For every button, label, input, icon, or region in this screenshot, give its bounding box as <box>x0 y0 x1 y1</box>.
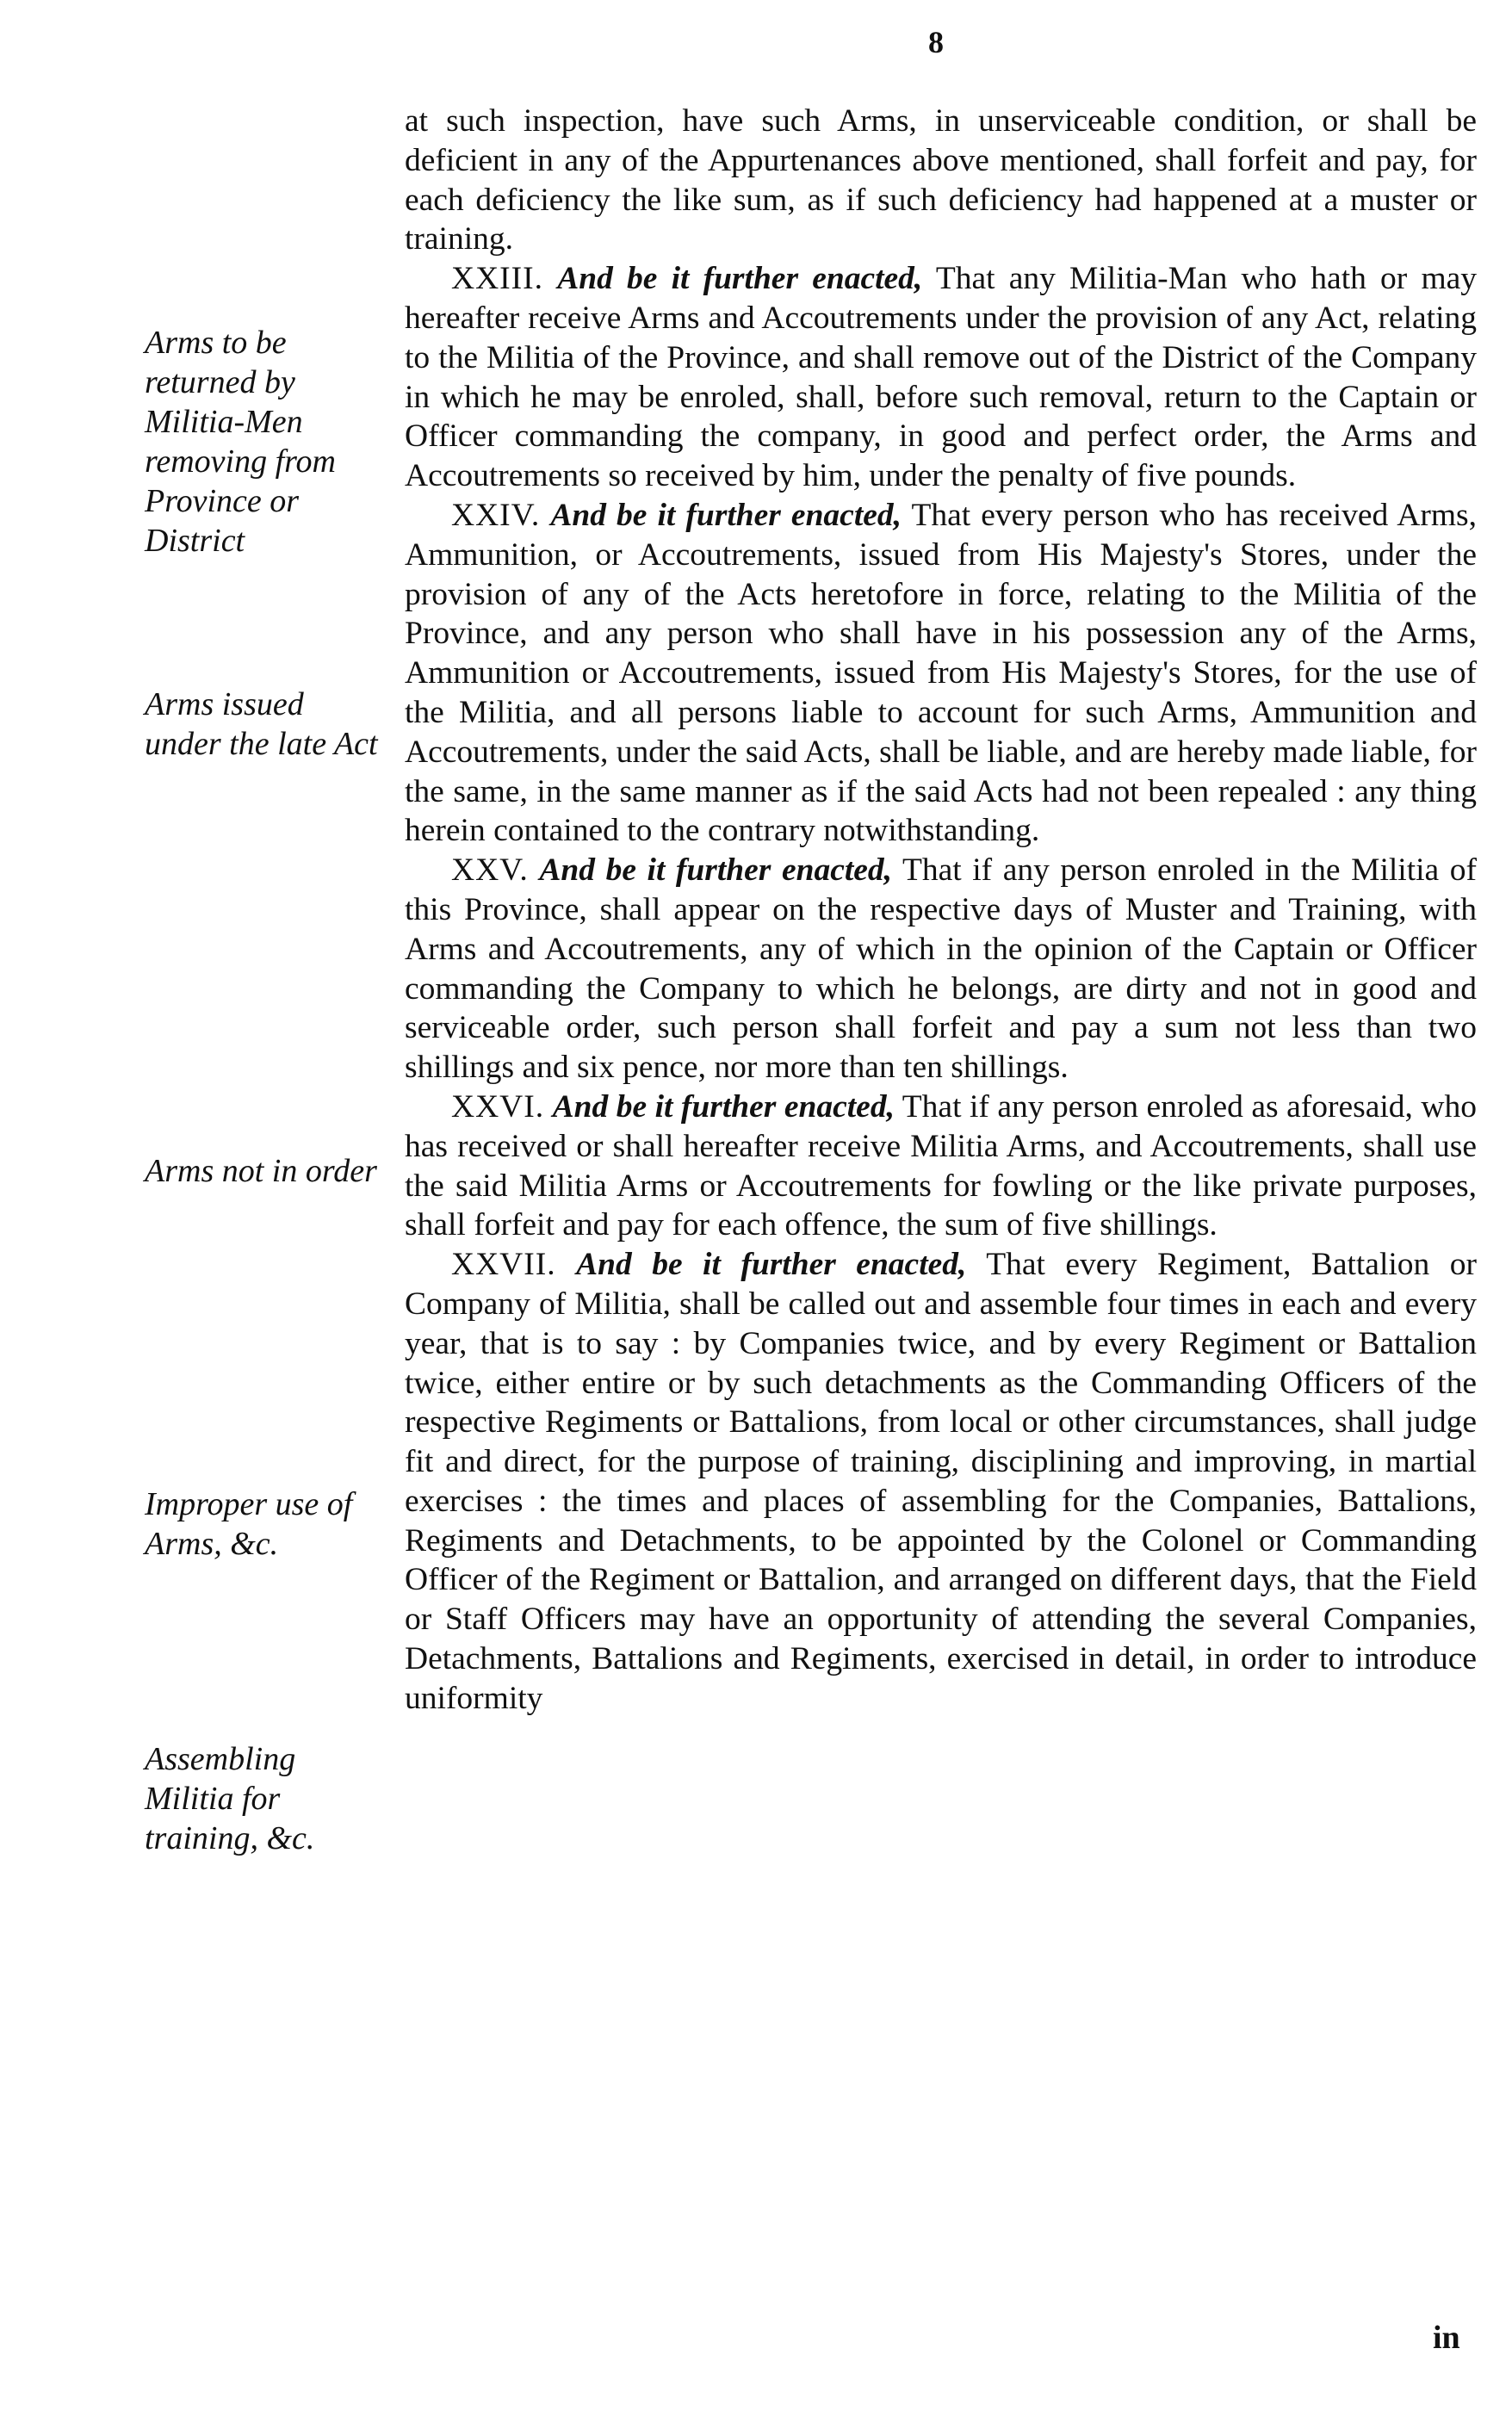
section-xxvi <box>405 1088 1477 1245</box>
catchword: in <box>1433 2320 1460 2356</box>
marginal-note-improper-use: Improper use of Arms, &c. <box>145 1486 353 1562</box>
section-number: XXIV. <box>451 497 541 533</box>
page-number: 8 <box>928 25 944 59</box>
section-xxvii <box>405 1245 1477 1719</box>
section-text: That if any person enroled as aforesaid, who has received or shall hereafter receive Militia Arms, and Accoutrements, shall use the said Militia Arms or Accoutrements for fowling or the like private purposes, shall forfeit and pay for each offence, the sum of five shillings. <box>405 1088 1477 1243</box>
enacting-words: And be it further enacted, <box>557 261 923 297</box>
section-xxiii <box>405 259 1477 496</box>
marginal-note-arms-not-in-order: Arms not in order <box>145 1153 377 1189</box>
main-text <box>405 102 1477 1719</box>
marginal-note-assembling-militia: Assembling Militia for training, &c. <box>145 1741 315 1856</box>
enacting-words: And be it further enacted, <box>576 1247 967 1283</box>
section-number: XXVI. <box>451 1088 545 1125</box>
section-text: That if any person enroled in the Militia of this Province, shall appear on the respective days of Muster and Training, with Arms and Accoutrements, any of which in the opinion of the Captain or Officer commanding the Company to which he belongs, are dirty and not in good and serviceable order, such person shall forfeit and pay a sum not less than two shillings and six pence, nor more than ten shillings. <box>405 852 1478 1086</box>
section-xxiv <box>405 496 1477 851</box>
marginal-note-arms-returned: Arms to be returned by Militia-Men removing from Province or District <box>145 325 336 559</box>
enacting-words: And be it further enacted, <box>552 1088 895 1125</box>
section-text: That every person who has received Arms, Ammunition, or Accoutrements, issued from His Majesty's Stores, under the provision of any of the Acts heretofore in force, relating to the Militia of the Province, and any person who shall have in his possession any of the Arms, Ammunition or Accoutrements, issued from His Majesty's Stores, for the use of the Militia, and all persons liable to account for such Arms, Ammunition and Accoutrements, under the said Acts, shall be liable, and are hereby made liable, for the same, in the same manner as if the said Acts had not been repealed : any thing herein contained to the contrary notwithstanding. <box>405 497 1478 849</box>
section-text: That any Militia-Man who hath or may hereafter receive Arms and Accoutrements under the provision of any Act, relating to the Militia of the Province, and shall remove out of the District of the Company in which he may be enroled, shall, before such removal, return to the Captain or Officer commanding the company, in good and perfect order, the Arms and Accoutrements so received by him, under the penalty of five pounds. <box>405 261 1478 494</box>
enacting-words: And be it further enacted, <box>539 852 893 889</box>
section-number: XXV. <box>451 852 529 889</box>
section-number: XXIII. <box>451 261 544 297</box>
marginal-note-arms-issued: Arms issued under the late Act <box>145 686 378 762</box>
enacting-words: And be it further enacted, <box>550 497 902 533</box>
section-number: XXVII. <box>451 1247 556 1283</box>
paragraph-continuation: at such inspection, have such Arms, in unserviceable condition, or shall be deficient in any of the Appurtenances above mentioned, shall forfeit and pay, for each deficiency the like sum, as if such deficiency had happened at a muster or training. <box>405 103 1477 257</box>
section-xxv <box>405 851 1477 1088</box>
section-text: That every Regiment, Battalion or Company of Militia, shall be called out and assemble four times in each and every year, that is to say : by Companies twice, and by every Regiment or Battalion twice, either entire or by such detachments as the Commanding Officers of the respective Regiments or Battalions, from local or other circumstances, shall judge fit and direct, for the purpose of training, disciplining and improving, in martial exercises : the times and places of assembling for the Companies, Battalions, Regiments and Detachments, to be appointed by the Colonel or Commanding Officer of the Regiment or Battalion, and arranged on different days, that the Field or Staff Officers may have an opportunity of attending the several Companies, Detachments, Battalions and Regiments, exercised in detail, in order to introduce uniformity <box>405 1247 1478 1716</box>
